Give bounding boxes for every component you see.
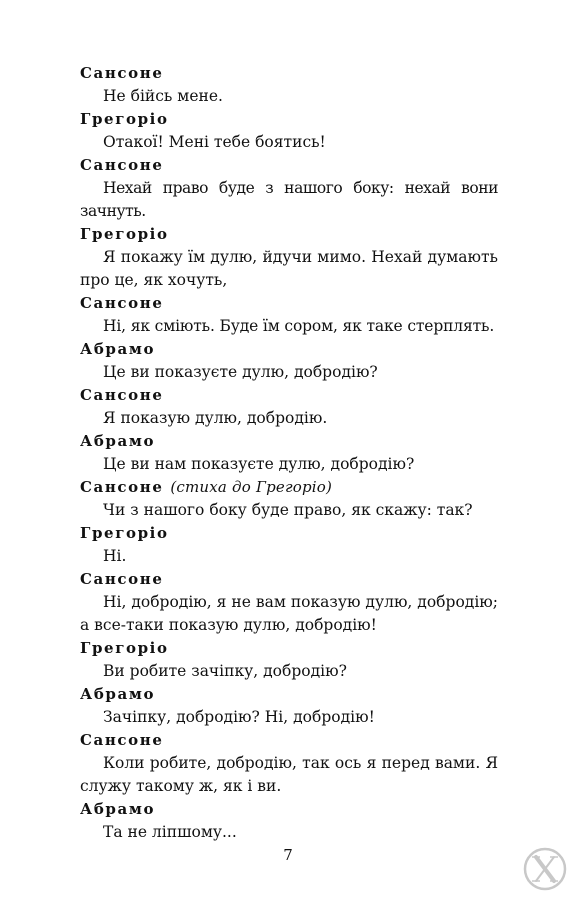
speech-line: Нехай право буде з нашого боку: нехай вони зачнуть. [80, 179, 498, 220]
dialogue-entry [80, 384, 498, 430]
speech-line: Отакої! Мені тебе боятись! [103, 133, 326, 151]
speech-line: Я показую дулю, добродію. [103, 409, 328, 427]
speech-line: Ні, як сміють. Буде їм сором, як таке стерплять. [103, 317, 495, 335]
page-number: 7 [283, 846, 293, 864]
speech-line: Ні, добродію, я не вам показую дулю, добродію; а все-таки показую дулю, добродію! [80, 593, 498, 634]
speaker-name: Абрамо [80, 800, 156, 818]
speaker-name: Грегоріо [80, 110, 169, 128]
dialogue-entry [80, 798, 498, 844]
speech-line: Ні. [103, 547, 127, 565]
speaker-name: Сансоне [80, 64, 164, 82]
speech-line: Та не ліпшому... [103, 823, 237, 841]
speech-line: Не бійсь мене. [103, 87, 223, 105]
dialogue-entry [80, 108, 498, 154]
speech-line: Коли робите, добродію, так ось я перед вами. Я служу такому ж, як і ви. [80, 754, 498, 795]
speaker-name: Сансоне [80, 386, 164, 404]
speech-line: Я покажу їм дулю, йдучи мимо. Нехай думають про це, як хочуть, [80, 248, 498, 289]
dialogue-entry [80, 292, 498, 338]
dialogue-entry [80, 223, 498, 292]
stage-direction: (стиха до Грегоріо) [170, 478, 333, 496]
speech-line: Ви робите зачіпку, добродію? [103, 662, 347, 680]
speech-line: Це ви показуєте дулю, добродію? [103, 363, 378, 381]
speaker-name: Абрамо [80, 685, 156, 703]
speaker-name: Сансоне [80, 731, 164, 749]
dialogue-text [80, 62, 498, 844]
dialogue-entry [80, 683, 498, 729]
speaker-name: Грегоріо [80, 225, 169, 243]
speech-line: Це ви нам показуєте дулю, добродію? [103, 455, 415, 473]
speaker-name: Сансоне [80, 156, 164, 174]
speaker-name: Сансоне [80, 294, 164, 312]
speaker-name: Грегоріо [80, 639, 169, 657]
speech-line: Чи з нашого боку буде право, як скажу: так? [103, 501, 473, 519]
speech-line: Зачіпку, добродію? Ні, добродію! [103, 708, 375, 726]
x-monogram-icon [522, 846, 568, 892]
speaker-name: Сансоне (стиха до Грегоріо) [80, 478, 333, 496]
dialogue-entry [80, 338, 498, 384]
speaker-name: Сансоне [80, 570, 164, 588]
dialogue-entry [80, 637, 498, 683]
dialogue-entry [80, 729, 498, 798]
dialogue-entry [80, 568, 498, 637]
dialogue-entry [80, 476, 498, 522]
speaker-name: Абрамо [80, 432, 156, 450]
dialogue-entry [80, 430, 498, 476]
dialogue-entry [80, 522, 498, 568]
dialogue-entry [80, 154, 498, 223]
speaker-name: Грегоріо [80, 524, 169, 542]
dialogue-entry [80, 62, 498, 108]
speaker-name: Абрамо [80, 340, 156, 358]
